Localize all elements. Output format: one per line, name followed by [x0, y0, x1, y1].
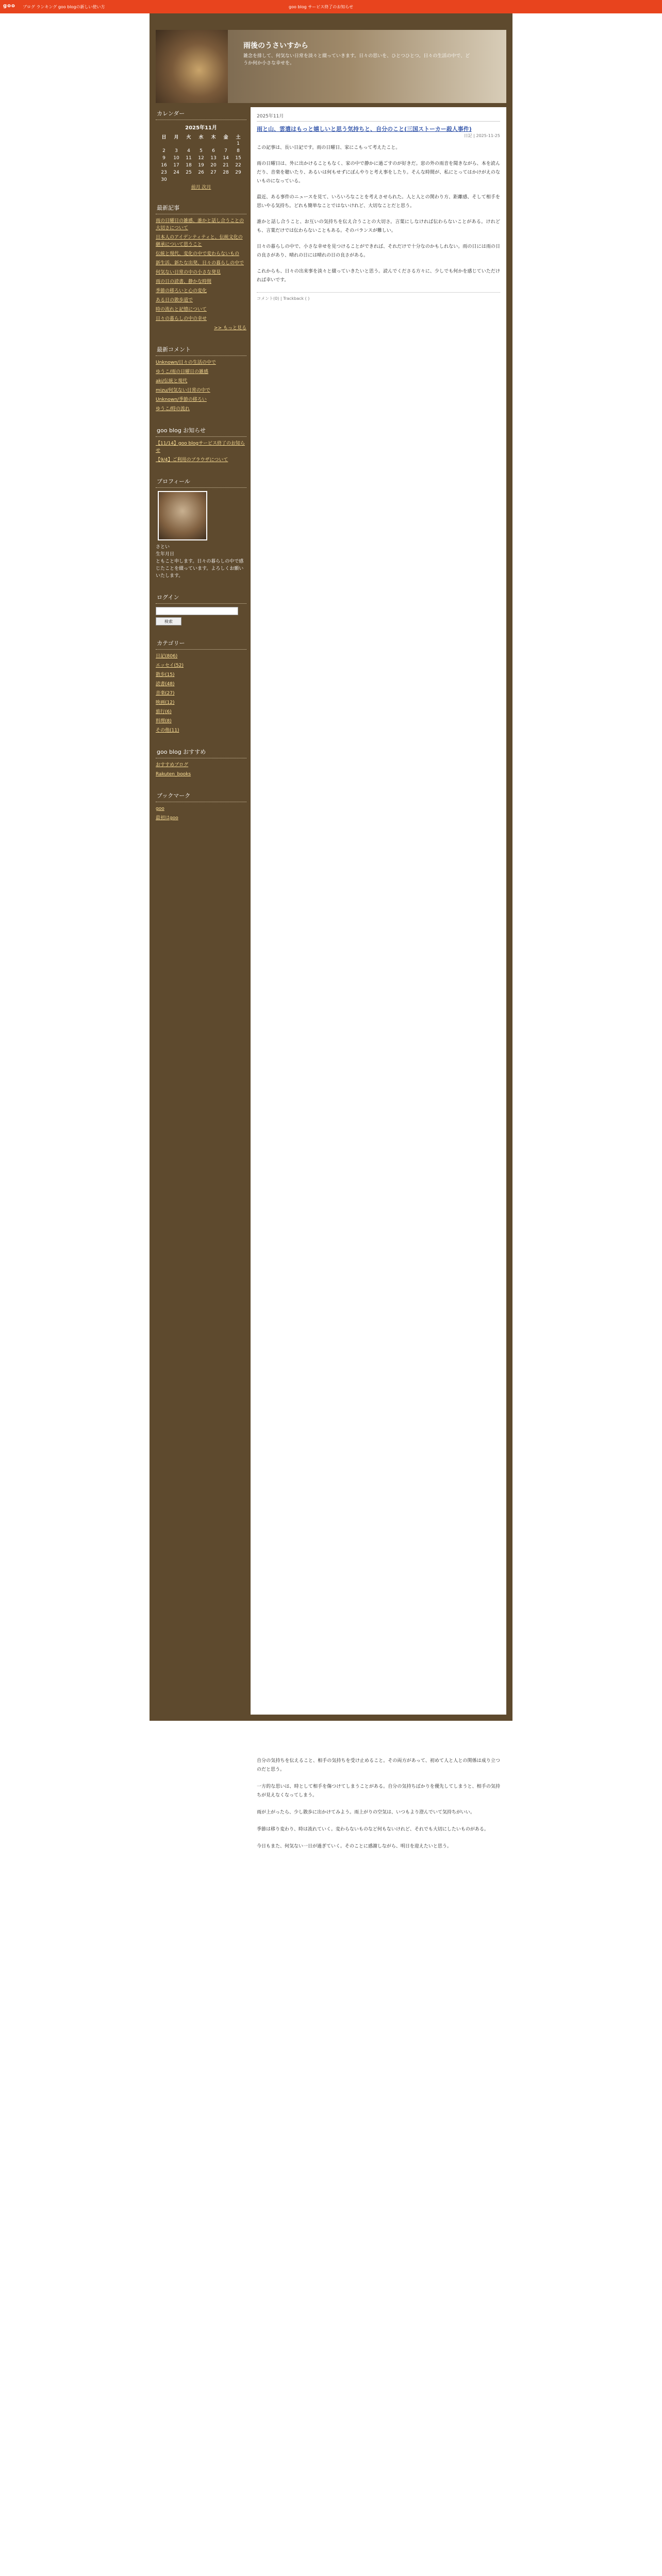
bookmark-link[interactable]: 最初はgoo: [156, 816, 178, 821]
calendar-heading: カレンダー: [156, 107, 246, 120]
entry-paragraph: 今日もまた、何気ない一日が過ぎていく。そのことに感謝しながら、明日を迎えたいと思う。: [257, 1844, 452, 1849]
calendar-section: [156, 107, 246, 190]
main-content: [251, 107, 506, 1715]
day: [170, 140, 183, 147]
weekday: 水: [198, 134, 204, 140]
day: [220, 140, 232, 147]
day[interactable]: 3: [175, 148, 178, 154]
comments-heading: 最新コメント: [156, 343, 246, 356]
day: [183, 176, 195, 183]
category-link[interactable]: 音楽(27): [156, 691, 175, 696]
entry-paragraph: これからも、日々の出来事を淡々と綴っていきたいと思う。読んでくださる方々に、少しでも何かを感じていただければ幸いです。: [257, 269, 500, 283]
bookmarks-heading: ブックマーク: [156, 789, 246, 802]
bookmark-link[interactable]: goo: [156, 806, 164, 811]
day[interactable]: 2: [162, 148, 166, 154]
profile-birth: 生年月日: [156, 552, 175, 557]
day[interactable]: 15: [235, 156, 241, 161]
notice-link[interactable]: 【9/4】ご利用のブラウザについて: [156, 457, 228, 463]
recent-link[interactable]: 日本人のアイデンティティと、伝統文化の継承について思うこと: [156, 235, 243, 247]
notices-section: [156, 424, 246, 464]
day[interactable]: 23: [161, 170, 167, 175]
blog-header: [156, 30, 506, 103]
day[interactable]: 8: [237, 148, 240, 154]
day[interactable]: 1: [237, 141, 240, 146]
day[interactable]: 29: [235, 170, 241, 175]
day[interactable]: 28: [223, 170, 229, 175]
recent-link[interactable]: 何気ない日常の中の小さな発見: [156, 270, 221, 275]
comment-link[interactable]: ゆうこ/時の流れ: [156, 406, 190, 412]
category-link[interactable]: 旅行(6): [156, 709, 172, 715]
comment-link[interactable]: Unknown/季節の移ろい: [156, 397, 207, 402]
calendar-table: [158, 133, 244, 183]
day: [195, 140, 207, 147]
day[interactable]: 26: [198, 170, 204, 175]
weekday: 金: [223, 134, 228, 140]
weekday: 日: [161, 134, 167, 140]
notice-link[interactable]: 【11/14】goo blogサービス終了のお知らせ: [156, 441, 245, 453]
entry-date: 2025年11月: [257, 112, 500, 122]
category-link[interactable]: 日記(806): [156, 654, 178, 659]
category-link[interactable]: エッセイ(52): [156, 663, 184, 668]
recent-link[interactable]: 時の流れと記憶について: [156, 307, 207, 312]
blog-description: 雑念を排して、何気ない日常を淡々と綴っていきます。日々の思いを、ひとつひとつ。日々の生活の中で、どうか何か小さな幸せを。: [243, 54, 470, 66]
day[interactable]: 9: [162, 156, 166, 161]
day[interactable]: 5: [200, 148, 203, 154]
bookmarks-section: [156, 789, 246, 822]
day: [195, 176, 207, 183]
day[interactable]: 22: [235, 163, 241, 168]
weekday: 火: [186, 134, 191, 140]
notices-heading: goo blog お知らせ: [156, 424, 246, 437]
day: [170, 176, 183, 183]
day[interactable]: 7: [224, 148, 227, 154]
comment-link[interactable]: aki/伝統と現代: [156, 379, 188, 384]
sidebar: [156, 107, 246, 833]
entry-paragraph: 雨の日曜日は、外に出かけることもなく、家の中で静かに過ごすのが好きだ。窓の外の雨音を聞きながら、本を読んだり、音楽を聴いたり、あるいは何もせずにぼんやりと考え事をしたり。そんな時間が、私にとってはかけがえのないものになっている。: [257, 161, 500, 184]
goo-section: [156, 745, 246, 778]
categories-section: [156, 637, 246, 734]
recent-link[interactable]: 日々の暮らしの中の幸せ: [156, 316, 207, 321]
entry-footer[interactable]: コメント(0) | Trackback ( ): [257, 292, 500, 301]
blog-title[interactable]: 雨後のうさいすから: [243, 42, 308, 50]
service-notice-link[interactable]: goo blog サービス終了のお知らせ: [289, 5, 353, 9]
day[interactable]: 17: [173, 163, 179, 168]
recent-link[interactable]: 季節の移ろいと心の変化: [156, 289, 207, 294]
entry-category[interactable]: 日記 | 2025-11-25: [464, 133, 500, 138]
profile-text: ともこと申します。日々の暮らしの中で感じたことを綴っています。よろしくお願いいたします。: [156, 559, 244, 579]
goo-link[interactable]: Rakuten_books: [156, 772, 191, 777]
category-link[interactable]: 映画(12): [156, 700, 175, 705]
entry-title[interactable]: 雨と山、雲遣はもっと嬉しいと思う気持ちと、自分のこと(三国ストーカー殺人事件): [257, 126, 472, 132]
goo-heading: goo blog おすすめ: [156, 745, 246, 758]
day[interactable]: 19: [198, 163, 204, 168]
top-links[interactable]: ブログ ランキング goo blogの新しい使い方: [23, 5, 105, 9]
profile-section: [156, 475, 246, 580]
category-link[interactable]: 料理(8): [156, 719, 172, 724]
entry-paragraph: 雨が上がったら、少し散歩に出かけてみよう。雨上がりの空気は、いつもより澄んでいて気持ちがいい。: [257, 1810, 475, 1815]
category-link[interactable]: その他(11): [156, 728, 179, 733]
day[interactable]: 12: [198, 156, 204, 161]
day[interactable]: 30: [161, 177, 167, 182]
day[interactable]: 20: [210, 163, 217, 168]
goo-logo[interactable]: goo: [3, 3, 15, 9]
calendar-month: 2025年11月: [185, 125, 217, 131]
entry-paragraph: 誰かと話し合うこと、お互いの気持ちを伝え合うことの大切さ。言葉にしなければ伝わらないことがある。けれども、言葉だけでは伝わらないこともある。そのバランスが難しい。: [257, 219, 500, 233]
entry-continued: [251, 1752, 506, 2576]
day[interactable]: 4: [187, 148, 190, 154]
weekday: 月: [174, 134, 179, 140]
categories-heading: カテゴリー: [156, 637, 246, 650]
day[interactable]: 14: [223, 156, 229, 161]
calendar-nav[interactable]: 前月 次月: [191, 185, 211, 190]
recent-link[interactable]: ある日の散歩道で: [156, 298, 193, 303]
goo-link[interactable]: おすすめブログ: [156, 762, 189, 768]
profile-name: さとい: [156, 545, 170, 550]
comment-link[interactable]: ゆうこ/雨の日曜日の雑感: [156, 369, 209, 375]
recent-link[interactable]: 伝統と現代、変化の中で変わらないもの: [156, 251, 240, 257]
profile-heading: プロフィール: [156, 475, 246, 488]
comment-link[interactable]: mizu/何気ない日常の中で: [156, 388, 210, 393]
day[interactable]: 25: [186, 170, 192, 175]
category-link[interactable]: 読書(48): [156, 682, 175, 687]
recent-heading: 最新記事: [156, 201, 246, 214]
recent-link[interactable]: 雨の日曜日の雑感、誰かと話し合うことの大切さについて: [156, 218, 244, 231]
header-image: [156, 30, 228, 103]
weekday: 土: [236, 134, 241, 140]
entry-paragraph: 日々の暮らしの中で、小さな幸せを見つけることができれば、それだけで十分なのかもしれない。雨の日には雨の日の良さがあり、晴れの日には晴れの日の良さがある。: [257, 244, 500, 258]
day: [232, 176, 244, 183]
day: [220, 176, 232, 183]
entry-intro: この記事は、長い日記です。雨の日曜日、家にこもって考えたこと。: [257, 145, 401, 150]
day[interactable]: 13: [210, 156, 217, 161]
day[interactable]: 10: [173, 156, 179, 161]
day: [158, 140, 170, 147]
search-section: [156, 591, 246, 625]
day[interactable]: 11: [186, 156, 192, 161]
day[interactable]: 24: [173, 170, 179, 175]
day[interactable]: 21: [223, 163, 229, 168]
comments-section: [156, 343, 246, 413]
entry-paragraph: 季節は移り変わり、時は流れていく。変わらないものなど何もないけれど、それでも大切にしたいものがある。: [257, 1827, 489, 1832]
profile-avatar[interactable]: [158, 491, 207, 540]
recent-link[interactable]: 雨の日の読書、静かな時間: [156, 279, 212, 284]
category-link[interactable]: 散歩(15): [156, 672, 175, 677]
day: [207, 140, 220, 147]
day[interactable]: 16: [161, 163, 167, 168]
search-button[interactable]: 検索: [156, 617, 181, 625]
day: [207, 176, 220, 183]
day[interactable]: 27: [210, 170, 217, 175]
search-heading: ログイン: [156, 591, 246, 604]
day[interactable]: 6: [212, 148, 215, 154]
comment-link[interactable]: Unknown/日々の生活の中で: [156, 360, 216, 365]
entry-paragraph: 最近、ある事件のニュースを見て、いろいろなことを考えさせられた。人と人との関わり方、距離感、そして相手を思いやる気持ち。どれも簡単なことではないけれど、大切なことだと思う。: [257, 195, 500, 209]
recent-link[interactable]: 新生活、新たな出発、日々の暮らしの中で: [156, 261, 244, 266]
weekday: 木: [211, 134, 216, 140]
recent-more-link[interactable]: >> もっと見る: [214, 326, 246, 331]
top-bar: [0, 0, 662, 13]
entry-paragraph: 自分の気持ちを伝えること、相手の気持ちを受け止めること。その両方があって、初めて人と人との関係は成り立つのだと思う。: [257, 1758, 500, 1772]
recent-entries-section: [156, 201, 246, 332]
day: [183, 140, 195, 147]
search-input[interactable]: [156, 607, 238, 615]
day[interactable]: 18: [186, 163, 192, 168]
entry-paragraph: 一方的な思いは、時として相手を傷つけてしまうことがある。自分の気持ちばかりを優先してしまうと、相手の気持ちが見えなくなってしまう。: [257, 1784, 500, 1798]
